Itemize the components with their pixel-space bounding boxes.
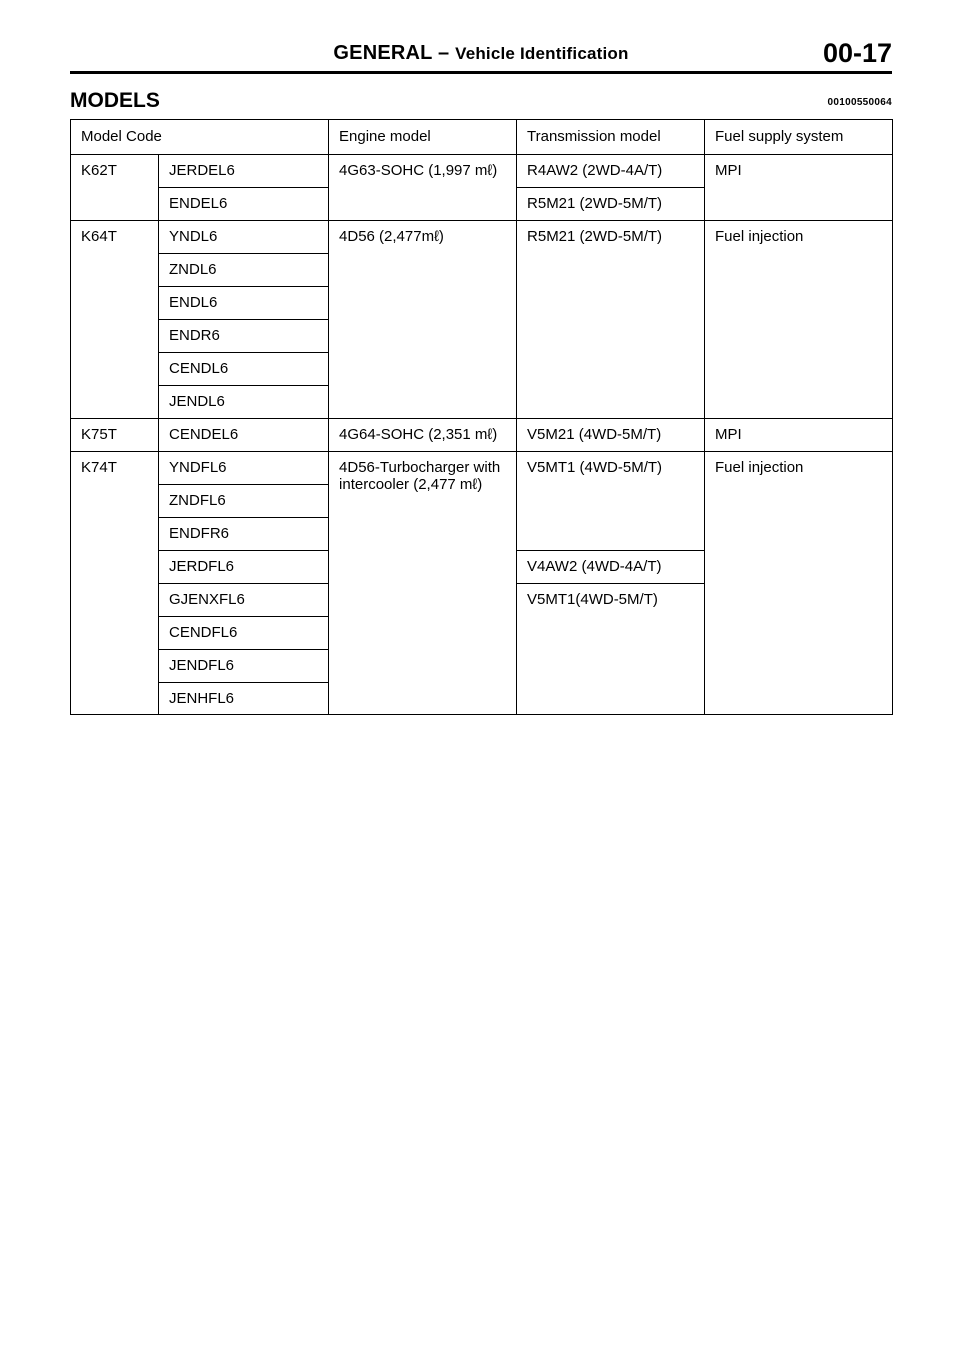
transmission-cell: R4AW2 (2WD-4A/T) [517,155,705,188]
variant-cell: JERDEL6 [159,155,329,188]
variant-cell: JENHFL6 [159,683,329,715]
table-row [71,155,893,188]
fuel-cell: MPI [705,155,893,221]
variant-cell: ZNDL6 [159,254,329,287]
header-divider [70,71,892,74]
variant-cell: CENDEL6 [159,419,329,452]
header-subtitle: Vehicle Identification [455,44,629,63]
models-table [70,119,893,715]
model-code-cell: K62T [71,155,159,221]
variant-cell: JENDL6 [159,386,329,419]
transmission-cell: R5M21 (2WD-5M/T) [517,188,705,221]
table-header-row [71,120,893,155]
header-separator: – [438,42,450,64]
table-row [71,419,893,452]
model-code-cell: K64T [71,221,159,419]
column-header-fuel-supply-system: Fuel supply system [705,120,893,155]
variant-cell: JERDFL6 [159,551,329,584]
variant-cell: JENDFL6 [159,650,329,683]
variant-cell: CENDL6 [159,353,329,386]
transmission-cell: V5MT1(4WD-5M/T) [517,584,705,715]
variant-cell: YNDFL6 [159,452,329,485]
column-header-model-code: Model Code [71,120,329,155]
section-title: MODELS [70,89,160,112]
column-header-transmission-model: Transmission model [517,120,705,155]
column-header-engine-model: Engine model [329,120,517,155]
engine-cell: 4D56 (2,477mℓ) [329,221,517,419]
model-code-cell: K75T [71,419,159,452]
header-section: GENERAL [333,42,433,64]
transmission-cell: V5MT1 (4WD-5M/T) [517,452,705,551]
variant-cell: ENDL6 [159,287,329,320]
variant-cell: CENDFL6 [159,617,329,650]
model-code-cell: K74T [71,452,159,715]
header-title [70,42,892,65]
variant-cell: YNDL6 [159,221,329,254]
engine-cell: 4G64-SOHC (2,351 mℓ) [329,419,517,452]
variant-cell: GJENXFL6 [159,584,329,617]
page-header [70,38,892,72]
transmission-cell: V4AW2 (4WD-4A/T) [517,551,705,584]
page-number: 00-17 [822,38,892,68]
variant-cell: ENDEL6 [159,188,329,221]
transmission-cell: V5M21 (4WD-5M/T) [517,419,705,452]
variant-cell: ZNDFL6 [159,485,329,518]
fuel-cell: Fuel injection [705,221,893,419]
engine-cell: 4D56-Turbocharger with intercooler (2,477 mℓ) [329,452,517,715]
section-code: 00100550064 [827,97,892,108]
engine-cell: 4G63-SOHC (1,997 mℓ) [329,155,517,221]
variant-cell: ENDR6 [159,320,329,353]
variant-cell: ENDFR6 [159,518,329,551]
transmission-cell: R5M21 (2WD-5M/T) [517,221,705,419]
fuel-cell: MPI [705,419,893,452]
fuel-cell: Fuel injection [705,452,893,715]
table-row [71,221,893,254]
table-row [71,452,893,485]
